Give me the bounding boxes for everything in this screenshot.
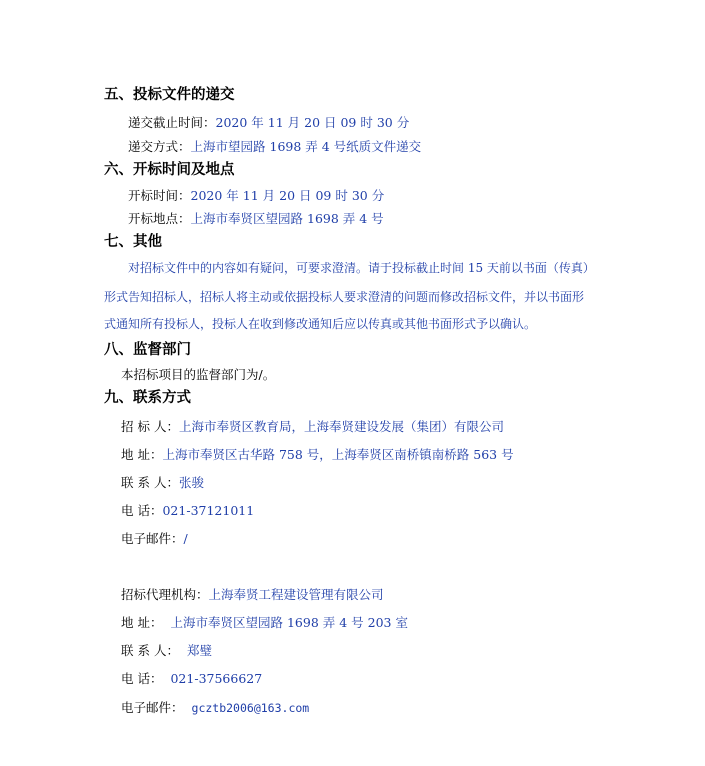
agency-contact-line: [121, 643, 212, 659]
opening-time-value: 2020 年 11 月 20 日 09 时 30 分: [190, 188, 385, 203]
tenderer-address-value: 上海市奉贤区古华路 758 号，上海奉贤区南桥镇南桥路 563 号: [162, 447, 514, 462]
other-paragraph-line-1: 对招标文件中的内容如有疑问，可要求澄清。请于投标截止时间 15 天前以书面（传真）: [128, 261, 595, 275]
opening-time-line: [128, 188, 384, 204]
tenderer-name-line: [121, 419, 504, 435]
tenderer-phone-label: 电 话：: [121, 503, 163, 518]
agency-email-label: 电子邮件：: [121, 700, 184, 715]
submission-deadline-value: 2020 年 11 月 20 日 09 时 30 分: [215, 115, 410, 130]
submission-deadline-line: [128, 115, 409, 131]
submission-method-label: 递交方式：: [128, 139, 191, 154]
agency-phone-value: 021-37566627: [170, 671, 263, 686]
agency-address-label: 地 址：: [121, 615, 163, 630]
section-heading-other: 七、其他: [104, 234, 162, 250]
submission-deadline-label: 递交截止时间：: [128, 115, 216, 130]
agency-name-label: 招标代理机构：: [121, 587, 209, 602]
tenderer-contact-value: 张骏: [178, 475, 204, 490]
other-paragraph-line-3: 式通知所有投标人，投标人在收到修改通知后应以传真或其他书面形式予以确认。: [104, 317, 537, 331]
submission-method-value: 上海市望园路 1698 弄 4 号纸质文件递交: [190, 139, 422, 154]
tenderer-phone-value: 021-37121011: [162, 503, 255, 518]
supervision-text: 本招标项目的监督部门为/。: [121, 367, 276, 382]
tenderer-email-value: /: [183, 531, 188, 546]
opening-place-line: [128, 211, 384, 227]
tenderer-phone-line: [121, 503, 254, 519]
submission-method-line: [128, 139, 421, 155]
section-heading-supervision: 八、监督部门: [104, 342, 191, 358]
agency-email-line: [121, 700, 309, 716]
agency-contact-value: 郑璧: [186, 643, 212, 658]
agency-phone-line: [121, 671, 262, 687]
section-heading-submission: 五、投标文件的递交: [104, 87, 235, 103]
opening-place-label: 开标地点：: [128, 211, 191, 226]
tenderer-address-line: [121, 447, 514, 463]
agency-contact-label: 联 系 人：: [121, 643, 179, 658]
tenderer-email-label: 电子邮件：: [121, 531, 184, 546]
tenderer-address-label: 地 址：: [121, 447, 163, 462]
other-paragraph-line-2: 形式告知招标人，招标人将主动或依据投标人要求澄清的问题而修改招标文件，并以书面形: [104, 290, 585, 304]
tenderer-name-label: 招 标 人：: [121, 419, 179, 434]
agency-address-line: [121, 615, 408, 631]
section-heading-opening: 六、开标时间及地点: [104, 162, 235, 178]
agency-name-value: 上海奉贤工程建设管理有限公司: [208, 587, 384, 602]
agency-name-line: [121, 587, 384, 603]
opening-place-value: 上海市奉贤区望园路 1698 弄 4 号: [190, 211, 384, 226]
tenderer-contact-label: 联 系 人：: [121, 475, 179, 490]
agency-address-value: 上海市奉贤区望园路 1698 弄 4 号 203 室: [170, 615, 408, 630]
agency-email-value[interactable]: gcztb2006@163.com: [191, 701, 310, 715]
opening-time-label: 开标时间：: [128, 188, 191, 203]
agency-phone-label: 电 话：: [121, 671, 163, 686]
tenderer-name-value: 上海市奉贤区教育局，上海奉贤建设发展（集团）有限公司: [178, 419, 504, 434]
tenderer-contact-line: [121, 475, 204, 491]
tenderer-email-line: [121, 531, 188, 547]
section-heading-contact: 九、联系方式: [104, 390, 191, 406]
